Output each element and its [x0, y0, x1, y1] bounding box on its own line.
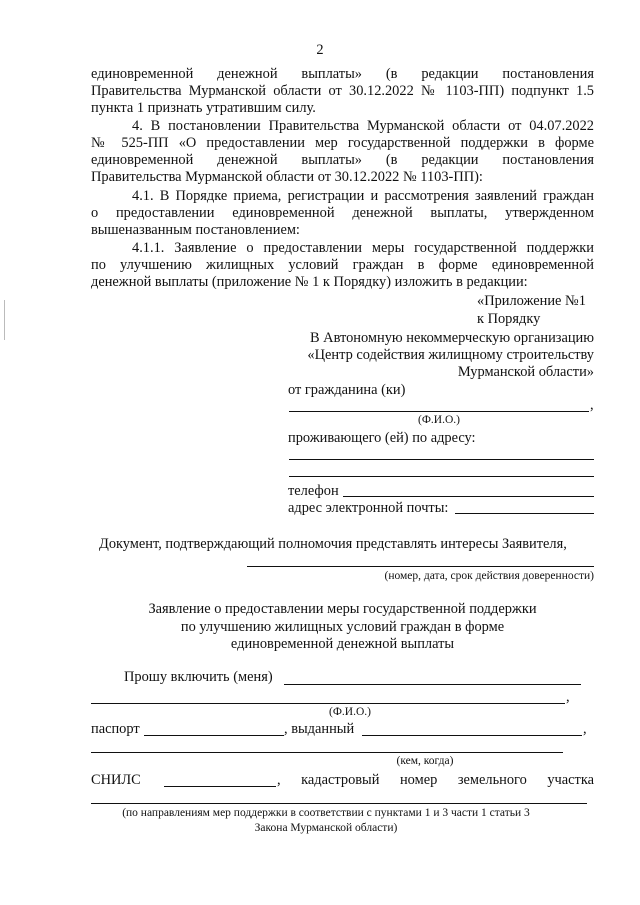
- request-fio-line-2[interactable]: [91, 703, 565, 704]
- footnote-line: (по направлениям мер поддержки в соответствии с пунктами 1 и 3 части 1 статьи 3: [122, 807, 530, 819]
- issued-label: , выданный: [284, 721, 355, 737]
- fio-caption: (Ф.И.О.): [329, 706, 371, 718]
- form-title-line: единовременной денежной выплаты: [230, 636, 455, 652]
- appendix-subtitle: к Порядку: [477, 311, 541, 327]
- request-label: Прошу включить (меня): [124, 669, 273, 685]
- issued-line-2[interactable]: [91, 752, 563, 753]
- page-number: 2: [316, 42, 324, 58]
- email-line[interactable]: [455, 513, 594, 514]
- paragraph-line: о предоставлении единовременной денежной выплаты, утвержденном: [91, 205, 594, 221]
- paragraph-line: денежной выплаты (приложение № 1 к Порядку) изложить в редакции:: [91, 274, 528, 290]
- paragraph-line: единовременной денежной выплаты» (в редакции постановления: [91, 66, 594, 82]
- paragraph-line: Правительства Мурманской области от 30.12.2022 № 1103-ПП):: [91, 169, 483, 185]
- form-title-line: Заявление о предоставлении меры государственной поддержки: [148, 601, 537, 617]
- comma: ,: [590, 397, 594, 413]
- authority-caption: (номер, дата, срок действия доверенности): [384, 570, 594, 582]
- phone-label: телефон: [288, 483, 339, 499]
- snils-line[interactable]: [164, 786, 276, 787]
- paragraph-line: 4. В постановлении Правительства Мурманской области от 04.07.2022: [132, 118, 594, 134]
- addressee-line: В Автономную некоммерческую организацию: [309, 330, 594, 346]
- paragraph-line: по улучшению жилищных условий граждан в форме единовременной: [91, 257, 594, 273]
- addressee-line: «Центр содействия жилищному строительству: [307, 347, 594, 363]
- who-when-caption: (кем, когда): [396, 755, 454, 767]
- from-label: от гражданина (ки): [288, 382, 406, 398]
- request-fio-line[interactable]: [284, 684, 581, 685]
- passport-label: паспорт: [91, 721, 140, 737]
- snils-label: СНИЛС: [91, 772, 141, 788]
- authority-line[interactable]: [247, 566, 594, 567]
- issued-line[interactable]: [362, 735, 582, 736]
- paragraph-line: вышеназванным постановлением:: [91, 222, 300, 238]
- margin-mark: [4, 300, 5, 340]
- paragraph-line: 4.1. В Порядке приема, регистрации и рассмотрения заявлений граждан: [132, 188, 594, 204]
- email-label: адрес электронной почты:: [288, 500, 449, 516]
- passport-line[interactable]: [144, 735, 284, 736]
- address-line-2[interactable]: [289, 476, 594, 477]
- residing-label: проживающего (ей) по адресу:: [288, 430, 476, 446]
- comma: ,: [583, 721, 587, 737]
- footnote-line: Закона Мурманской области): [254, 822, 398, 834]
- phone-line[interactable]: [343, 496, 594, 497]
- cadastral-line[interactable]: [91, 803, 587, 804]
- address-line-1[interactable]: [289, 459, 594, 460]
- fio-caption: (Ф.И.О.): [418, 414, 460, 426]
- form-title-line: по улучшению жилищных условий граждан в форме: [180, 619, 505, 635]
- addressee-line: Мурманской области»: [457, 364, 594, 380]
- comma: ,: [566, 689, 570, 705]
- paragraph-line: 4.1.1. Заявление о предоставлении меры государственной поддержки: [132, 240, 594, 256]
- paragraph-line: пункта 1 признать утратившим силу.: [91, 100, 316, 116]
- appendix-title: «Приложение №1: [477, 293, 586, 309]
- paragraph-line: Правительства Мурманской области от 30.12.2022 № 1103-ПП) подпункт 1.5: [91, 83, 594, 99]
- fio-line[interactable]: [289, 411, 589, 412]
- paragraph-line: № 525-ПП «О предоставлении мер государственной поддержки в форме: [91, 135, 594, 151]
- authority-text: Документ, подтверждающий полномочия представлять интересы Заявителя,: [99, 536, 567, 552]
- paragraph-line: единовременной денежной выплаты» (в редакции постановления: [91, 152, 594, 168]
- cadastral-label: , кадастровый номер земельного участка: [277, 772, 594, 788]
